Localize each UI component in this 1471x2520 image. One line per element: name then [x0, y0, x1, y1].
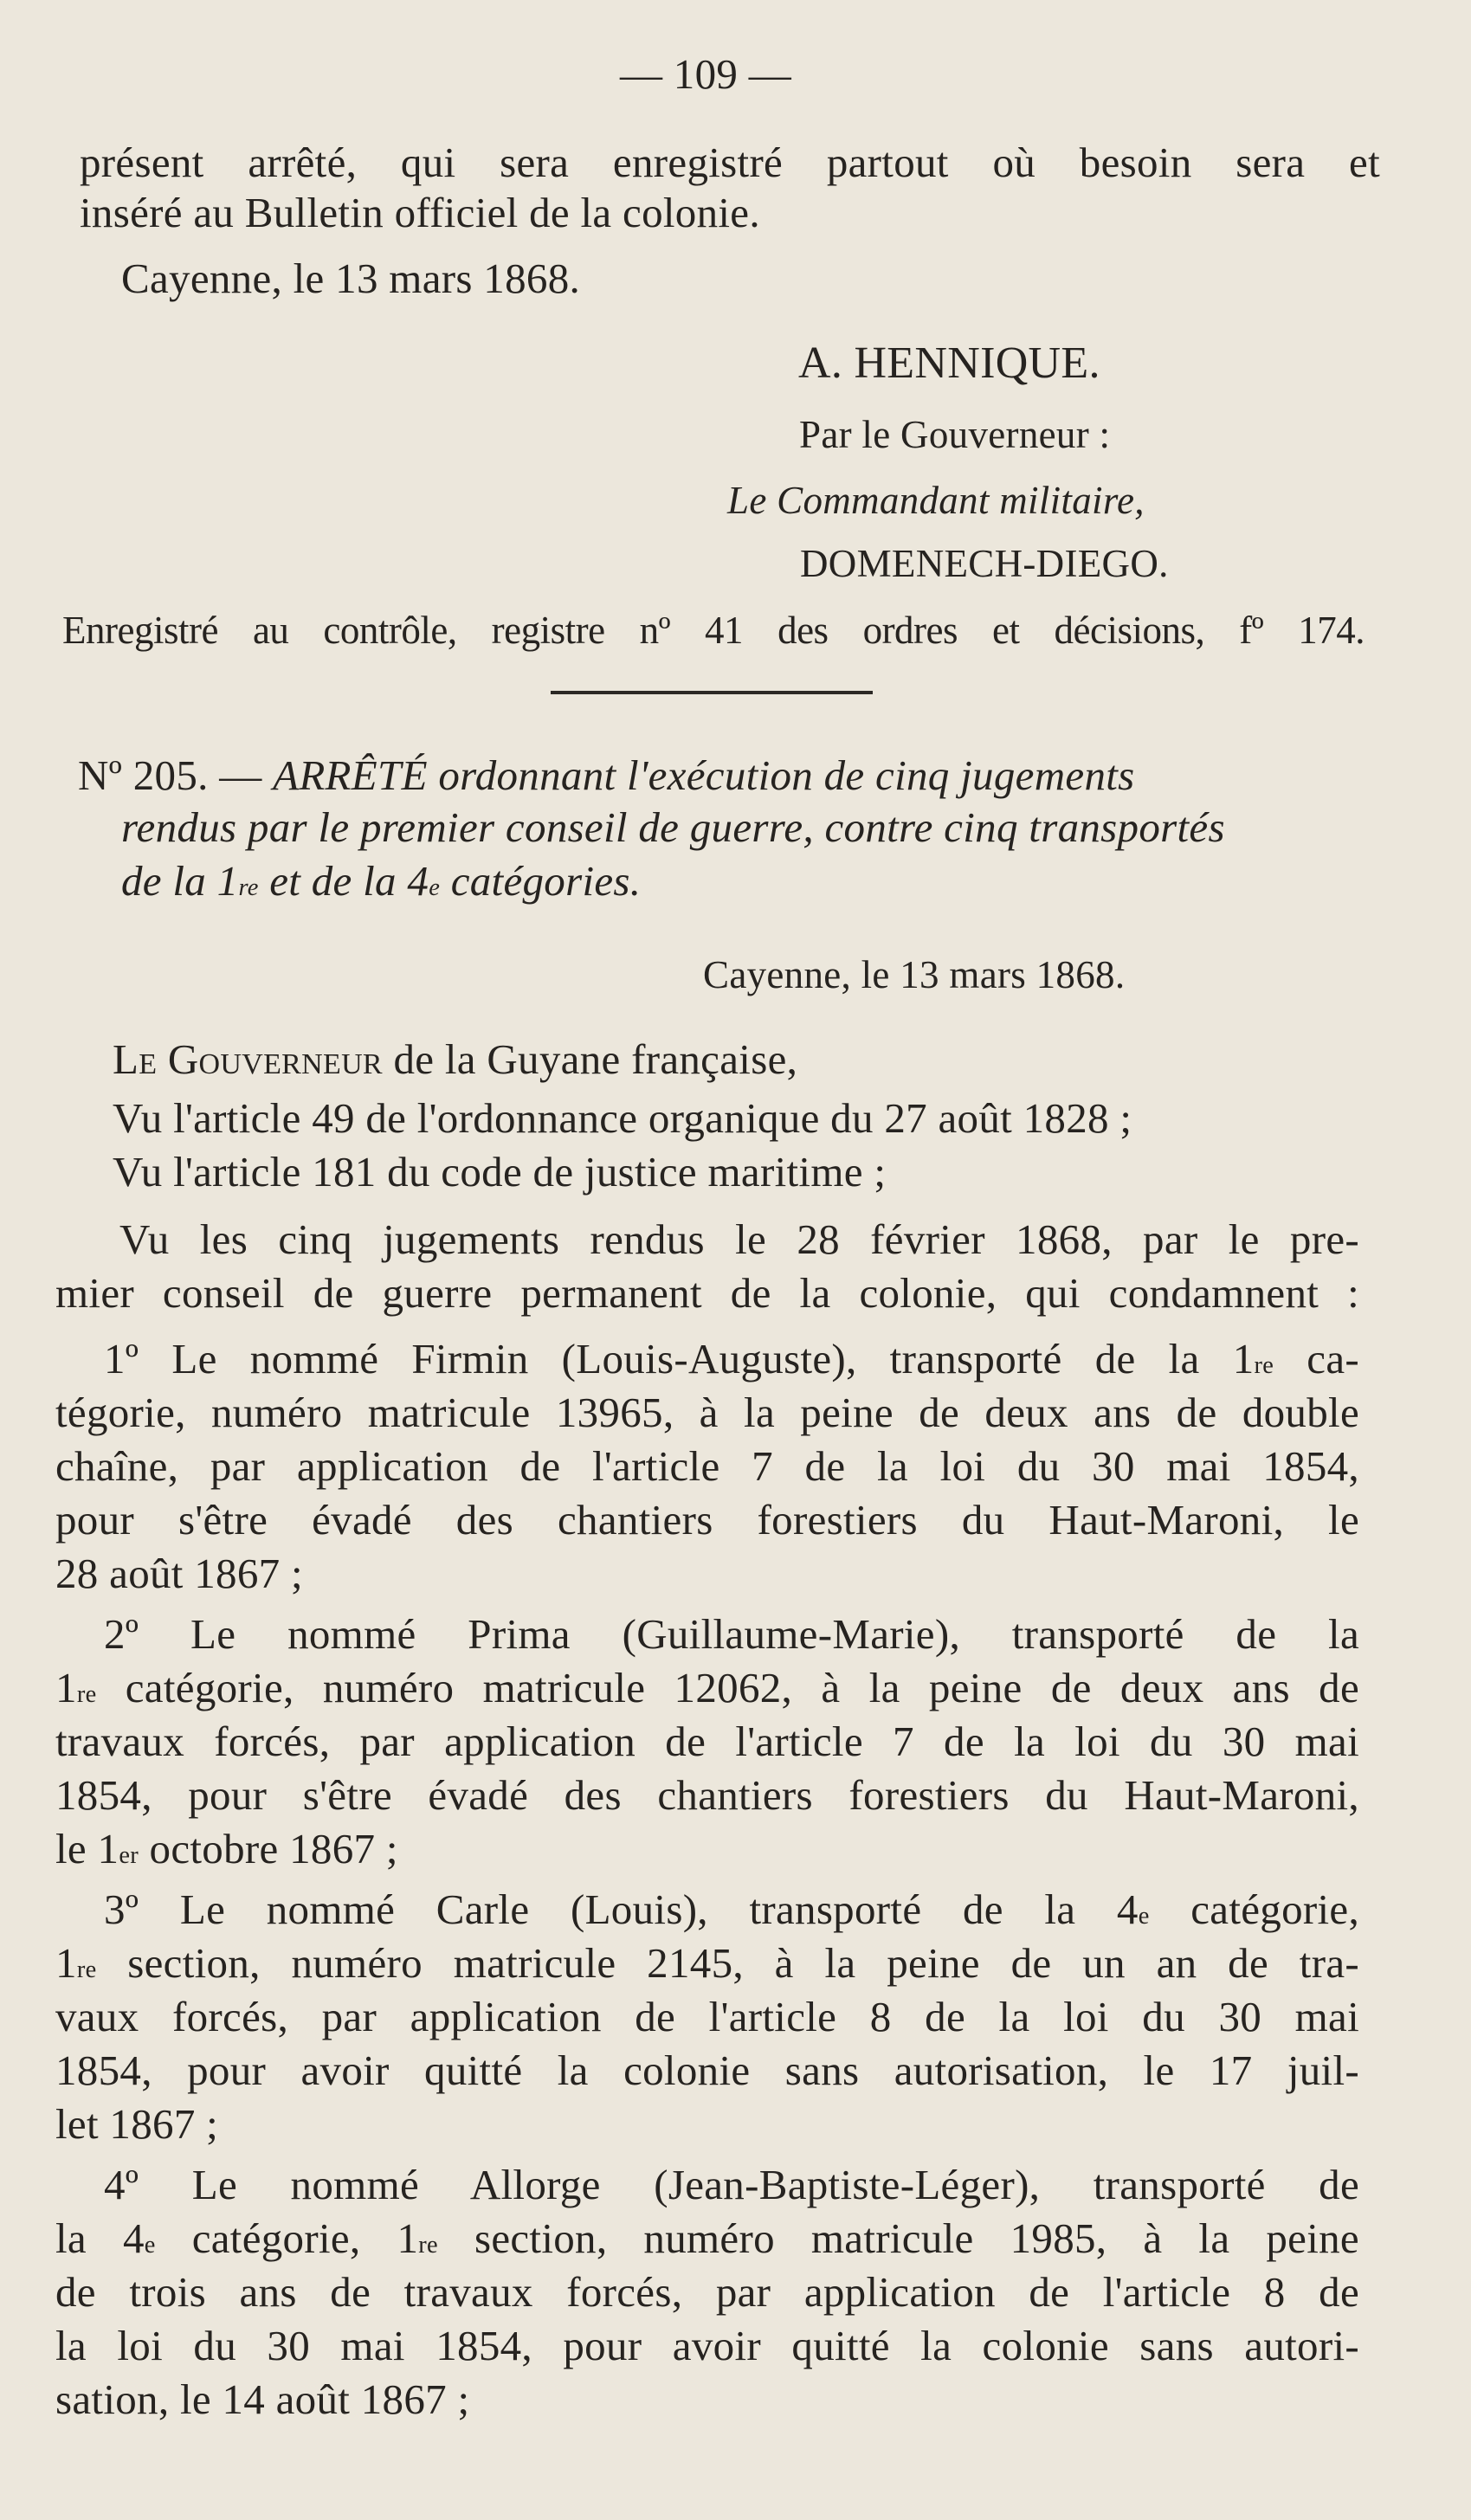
item-4-line-5: sation, le 14 août 1867 ;: [55, 2375, 470, 2423]
heading-number: Nº 205. —: [78, 751, 262, 799]
item-4-line-2: la 4e catégorie, 1re section, numéro matricule 1985, à la peine: [55, 2214, 1359, 2262]
item-3-line-5: let 1867 ;: [55, 2100, 219, 2148]
section-divider: [551, 691, 873, 694]
item-4-line-4: la loi du 30 mai 1854, pour avoir quitté la colonie sans autori-: [55, 2322, 1359, 2369]
dateline-2: Cayenne, le 13 mars 1868.: [703, 953, 1126, 996]
item-1-line-3: chaîne, par application de l'article 7 de la loi du 30 mai 1854,: [55, 1442, 1359, 1490]
item-2-line-4: 1854, pour s'être évadé des chantiers forestiers du Haut-Maroni,: [55, 1771, 1359, 1819]
item-3-line-3: vaux forcés, par application de l'article 8 de la loi du 30 mai: [55, 1993, 1359, 2040]
item-3-line-1: 3º Le nommé Carle (Louis), transporté de la 4e catégorie,: [104, 1885, 1360, 1933]
dateline-1: Cayenne, le 13 mars 1868.: [121, 255, 581, 302]
registration-note: Enregistré au contrôle, registre nº 41 des ordres et décisions, fº 174.: [62, 609, 1365, 652]
vu-line-1: Vu l'article 49 de l'ordonnance organique du 27 août 1828 ;: [113, 1094, 1132, 1142]
governor-line: Le Gouverneur de la Guyane française,: [113, 1035, 798, 1083]
signature-name: A. HENNIQUE.: [798, 338, 1100, 388]
signature-officer: DOMENECH-DIEGO.: [800, 542, 1169, 585]
page-number: — 109 —: [619, 50, 792, 98]
vu-line-4: mier conseil de guerre permanent de la colonie, qui condamnent :: [55, 1269, 1359, 1317]
item-1-line-4: pour s'être évadé des chantiers forestiers du Haut-Maroni, le: [55, 1496, 1359, 1544]
heading-line-2: rendus par le premier conseil de guerre, contre cinq transportés: [121, 803, 1225, 851]
signature-title: Le Commandant militaire,: [727, 479, 1145, 522]
item-2-line-5: le 1er octobre 1867 ;: [55, 1825, 398, 1872]
vu-line-3: Vu les cinq jugements rendus le 28 février 1868, par le pre-: [119, 1215, 1359, 1263]
heading-title: ARRÊTÉ ordonnant l'exécution de cinq jugements: [273, 751, 1135, 799]
heading-line-3: de la 1re et de la 4e catégories.: [121, 857, 642, 905]
item-2-line-2: 1re catégorie, numéro matricule 12062, à la peine de deux ans de: [55, 1664, 1359, 1711]
item-4-line-3: de trois ans de travaux forcés, par application de l'article 8 de: [55, 2268, 1359, 2316]
item-3-line-4: 1854, pour avoir quitté la colonie sans autorisation, le 17 juil-: [55, 2046, 1359, 2094]
heading-line-1: [78, 751, 1135, 800]
vu-line-2: Vu l'article 181 du code de justice maritime ;: [113, 1148, 887, 1196]
item-2-line-3: travaux forcés, par application de l'article 7 de la loi du 30 mai: [55, 1718, 1359, 1765]
item-1-line-1: 1º Le nommé Firmin (Louis-Auguste), transporté de la 1re ca-: [104, 1335, 1359, 1382]
signature-by: Par le Gouverneur :: [799, 413, 1111, 456]
item-3-line-2: 1re section, numéro matricule 2145, à la peine de un an de tra-: [55, 1939, 1359, 1987]
intro-line-1: présent arrêté, qui sera enregistré partout où besoin sera et: [80, 139, 1380, 186]
item-1-line-5: 28 août 1867 ;: [55, 1550, 303, 1597]
item-2-line-1: 2º Le nommé Prima (Guillaume-Marie), transporté de la: [104, 1610, 1359, 1658]
intro-line-2: inséré au Bulletin officiel de la colonie.: [80, 189, 760, 236]
item-1-line-2: tégorie, numéro matricule 13965, à la peine de deux ans de double: [55, 1389, 1359, 1436]
item-4-line-1: 4º Le nommé Allorge (Jean-Baptiste-Léger), transporté de: [104, 2161, 1359, 2208]
